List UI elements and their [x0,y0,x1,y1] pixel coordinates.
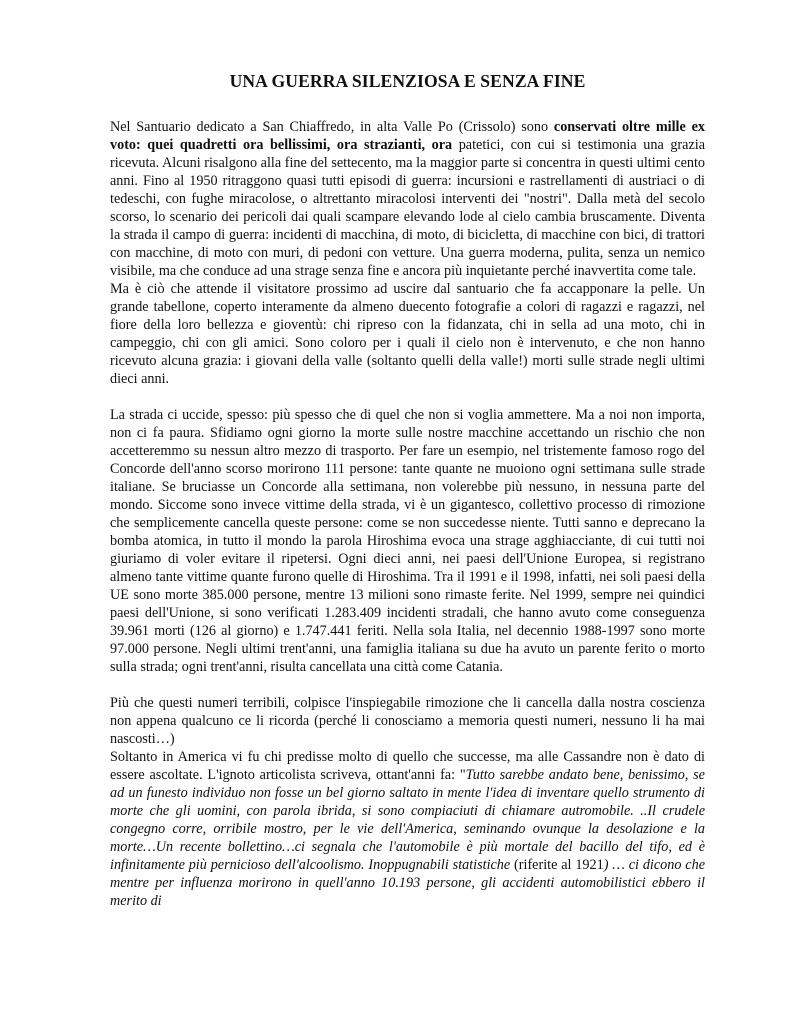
paragraph-ex-voto-body: patetici, con cui si testimonia una grazia ricevuta. Alcuni risalgono alla fine del settecento, ma la maggior parte si concentra in questi ultimi cento anni. Fino al 1950 ritraggono quasi tutti episodi di guerra: incursioni e rastrellamenti di austriaci o di tedeschi, con fughe miracolose, o altrettanto miracolosi interventi dei "nostri". Dalla metà del secolo scorso, lo scenario dei pericoli dai quali scampare elevando lode al cielo cambia bruscamente. Diventa la strada il campo di guerra: incidenti di macchina, di moto, di bicicletta, di macchine con bici, di trattori con macchine, di moto con muri, di pedoni con vetture. Una guerra moderna, pulita, senza un nemico visibile, ma che conduce ad una strage senza fine e ancora più inquietante perché inavvertita come tale. [110,137,705,279]
paragraph-america-intro: Soltanto in America vi fu chi predisse molto di quello che successe, ma alle Cassandre non è dato di essere ascoltate. L'ignoto articolista scriveva, ottant'anni fa: " [110,749,705,783]
paragraph-strada: La strada ci uccide, spesso: più spesso che di quel che non si voglia ammettere. Ma a noi non importa, non ci fa paura. Sfidiamo ogni giorno la morte sulle nostre macchine accettando un rischio che non accetteremmo su nessun altro mezzo di trasporto. Per fare un esempio, nel tristemente famoso rogo del Concorde dell'anno scorso morirono 111 persone: tante quante ne muoiono ogni settimana sulle strade italiane. Se bruciasse un Concorde alla settimana, non volerebbe più nessuno, in nessuna parte del mondo. Siccome sono invece vittime della strada, vi è un gigantesco, collettivo processo di rimozione che semplicemente cancella queste persone: come se non succedesse niente. Tutti sanno e deprecano la bomba atomica, in tutto il mondo la parola Hiroshima evoca una strage agghiacciante, di cui tutti noi giuriamo di voler evitare il ripetersi. Ogni dieci anni, nei paesi dell'Unione Europea, si registrano almeno tante vittime quante furono quelle di Hiroshima. Tra il 1991 e il 1998, infatti, nei soli paesi della UE sono morte 385.000 persone, mentre 13 milioni sono rimaste ferite. Nel 1999, sempre nei quindici paesi dell'Unione, si sono verificati 1.283.409 incidenti stradali, che hanno avuto come conseguenza 39.961 morti (126 al giorno) e 1.747.441 feriti. Nella sola Italia, nel decennio 1988-1997 sono morte 97.000 persone. Negli ultimi trent'anni, una famiglia italiana su due ha avuto un parente ferito o morto sulla strada; ogni trent'anni, risulta cancellata una città come Catania. [110,407,705,675]
paragraph-rimozione: Più che questi numeri terribili, colpisce l'inspiegabile rimozione che li cancella dalla nostra coscienza non appena qualcuno ce li ricorda (perché li conosciamo a memoria questi numeri, nessuno li ha mai nascosti…) [110,695,705,747]
paragraph-america [110,748,705,910]
paragraph-ex-voto-intro: Nel Santuario dedicato a San Chiaffredo, in alta Valle Po (Crissolo) sono [110,119,554,135]
paragraph-gap [110,388,705,406]
paragraph-gap [110,676,705,694]
paragraph-tabellone: Ma è ciò che attende il visitatore prossimo ad uscire dal santuario che fa accapponare la pelle. Un grande tabellone, coperto interamente da almeno duecento fotografie a colori di ragazzi e ragazzi, nel fiore della loro bellezza e gioventù: chi ripreso con la fidanzata, chi in sella ad una moto, chi in campeggio, chi con gli amici. Sono coloro per i quali il cielo non è intervenuto, e che non hanno ricevuto alcuna grazia: i giovani della valle (soltanto quelli della valle!) morti sulle strade negli ultimi dieci anni. [110,281,705,387]
paragraph-america-quote-end: ) … ci dicono che mentre per influenza morirono in quell'anno 10.193 persone, gli accidenti automobilistici ebbero il merito di [110,857,705,909]
document-page [110,70,705,910]
paragraph-america-note: (riferite al 1921 [510,857,604,873]
document-title: UNA GUERRA SILENZIOSA E SENZA FINE [229,71,586,91]
paragraph-america-quote: Tutto sarebbe andato bene, benissimo, se ad un funesto individuo non fosse un bel giorno saltato in mente l'idea di inventare quello strumento di morte che gli uomini, con parola ibrida, si sono compiaciuti di chiamare autromobile. ..Il crudele congegno corre, orribile mostro, per le vie dell'America, seminando ovunque la desolazione e la morte…Un recente bollettino…ci segnala che l'automobile è più mortale del bacillo del tifo, ed è infinitamente più pernicioso dell'alcoolismo. Inoppugnabili statistiche [110,767,705,873]
paragraph-ex-voto [110,118,705,280]
paragraph-ex-voto-bold: conservati oltre mille ex voto: quei quadretti ora bellissimi, ora strazianti, ora [110,119,705,153]
